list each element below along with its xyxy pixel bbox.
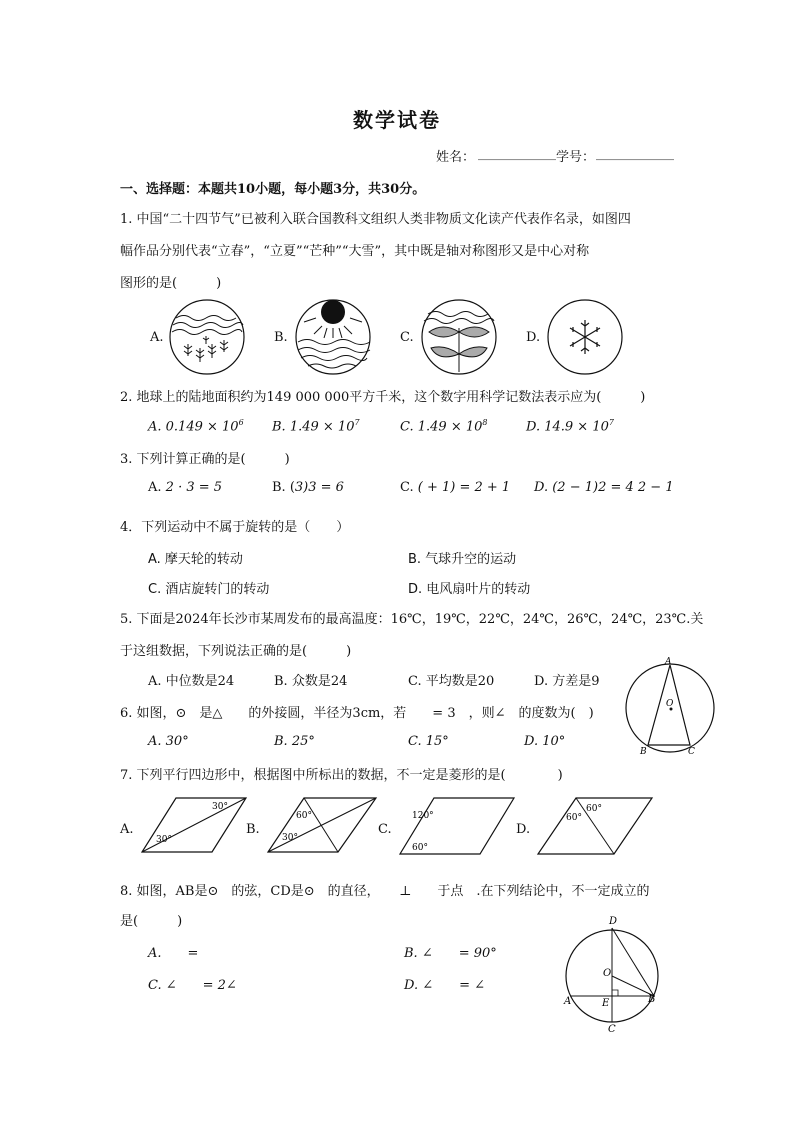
student-id-blank[interactable]: ____________ — [596, 146, 674, 161]
q7-a-angle2: 30° — [156, 835, 172, 845]
q4-option-b[interactable]: B. 气球升空的运动 — [408, 552, 517, 567]
q7-parallelogram-b — [266, 796, 378, 856]
q6-label-o: O — [666, 699, 674, 709]
q6-label-b: B — [640, 747, 647, 757]
q7-option-a[interactable]: A. — [120, 822, 134, 837]
q6-option-d[interactable]: D. 10° — [524, 734, 566, 749]
page-title: 数学试卷 — [353, 108, 441, 132]
q6-option-a[interactable]: A. 30° — [148, 734, 189, 749]
q5-option-c[interactable]: C. 平均数是20 — [408, 674, 495, 689]
q2-option-c[interactable]: C. $1.49 \times 10^8$ — [400, 418, 488, 435]
q1-option-a[interactable]: A. — [150, 330, 164, 345]
q7-b-angle2: 30° — [282, 833, 298, 843]
q7-c-angle1: 120° — [412, 811, 434, 821]
section-heading: 一、选择题：本题共10小题，每小题3分，共30分。 — [120, 182, 426, 197]
name-label: 姓名： — [436, 150, 476, 165]
q7-parallelogram-d — [536, 796, 654, 858]
q7-c-angle2: 60° — [412, 843, 428, 853]
q1-line3: 图形的是( ) — [120, 276, 222, 291]
q5-option-d[interactable]: D. 方差是9 — [534, 674, 600, 689]
q3-option-a[interactable]: A. 2 · 3 = 5 — [148, 480, 223, 495]
q7-d-angle1: 60° — [586, 804, 602, 814]
q8-label-d: D — [609, 916, 618, 927]
q8-option-d[interactable]: D. ∠ = ∠ — [404, 978, 486, 993]
q2-stem: 2. 地球上的陆地面积约为149 000 000平方千米，这个数字用科学记数法表示应为( ) — [120, 390, 646, 405]
q4-option-a[interactable]: A. 摩天轮的转动 — [148, 552, 243, 567]
q2-option-d[interactable]: D. $14.9 \times 10^7$ — [526, 418, 614, 435]
q6-stem: 6. 如图，⊙ 是△ 的外接圆，半径为3cm，若 = 3 ，则∠ 的度数为( ) — [120, 706, 594, 721]
q7-option-b[interactable]: B. — [246, 822, 260, 837]
q6-label-c: C — [688, 747, 695, 757]
q1-picture-d — [546, 298, 624, 376]
q8-label-b: B — [648, 994, 656, 1005]
q3-option-b[interactable]: B. (3)3 = 6 — [272, 480, 344, 495]
q7-stem: 7. 下列平行四边形中，根据图中所标出的数据，不一定是菱形的是( ) — [120, 768, 563, 783]
q3-option-d[interactable]: D. (2 − 1)2 = 4 2 − 1 — [534, 480, 674, 495]
q7-a-angle1: 30° — [212, 802, 228, 812]
q6-option-b[interactable]: B. 25° — [274, 734, 315, 749]
q4-stem: 4．下列运动中不属于旋转的是（ ） — [120, 520, 350, 535]
q8-option-c[interactable]: C. ∠ = 2∠ — [148, 978, 237, 993]
q8-line2: 是( ) — [120, 914, 183, 929]
q7-d-angle2: 60° — [566, 813, 582, 823]
q3-option-c[interactable]: C. ( + 1) = 2 + 1 — [400, 480, 511, 495]
q8-circle-diagram — [556, 914, 666, 1034]
q7-option-c[interactable]: C. — [378, 822, 392, 837]
q8-label-e: E — [602, 998, 610, 1009]
student-id-label: 学号： — [556, 150, 596, 165]
q1-picture-a — [168, 298, 246, 376]
q7-parallelogram-a — [140, 796, 250, 856]
q4-option-c[interactable]: C. 酒店旋转门的转动 — [148, 582, 270, 597]
q3-stem: 3. 下列计算正确的是( ) — [120, 452, 290, 467]
q1-option-b[interactable]: B. — [274, 330, 288, 345]
q7-b-angle1: 60° — [296, 811, 312, 821]
q1-option-c[interactable]: C. — [400, 330, 414, 345]
q1-option-d[interactable]: D. — [526, 330, 541, 345]
q2-option-a[interactable]: A. $0.149 \times 10^6$ — [148, 418, 244, 435]
q5-line2: 于这组数据，下列说法正确的是( ) — [120, 644, 352, 659]
q7-option-d[interactable]: D. — [516, 822, 531, 837]
q8-option-b[interactable]: B. ∠ = 90° — [404, 946, 497, 961]
q6-option-c[interactable]: C. 15° — [408, 734, 449, 749]
q5-option-a[interactable]: A. 中位数是24 — [148, 674, 235, 689]
q1-line2: 幅作品分别代表“立春”，“立夏”“芒种”“大雪”，其中既是轴对称图形又是中心对称 — [120, 244, 590, 259]
name-blank[interactable]: ____________ — [478, 146, 556, 161]
q1-picture-c — [420, 298, 498, 376]
q8-label-c: C — [608, 1024, 616, 1035]
q1-picture-b — [294, 298, 372, 376]
q8-line1: 8. 如图，AB是⊙ 的弦，CD是⊙ 的直径， ⊥ 于点 .在下列结论中，不一定成立的 — [120, 884, 650, 899]
q2-option-b[interactable]: B. $1.49 \times 10^7$ — [272, 418, 360, 435]
q4-option-d[interactable]: D. 电风扇叶片的转动 — [408, 582, 531, 597]
q8-option-a[interactable]: A. = — [148, 946, 199, 961]
q7-parallelogram-c — [398, 796, 516, 858]
q8-label-o: O — [603, 968, 612, 979]
q6-circle-diagram — [622, 657, 718, 758]
q6-label-a: A — [665, 657, 672, 667]
q5-line1: 5. 下面是2024年长沙市某周发布的最高温度：16℃，19℃，22℃，24℃，26℃，24℃，23℃.关 — [120, 612, 704, 627]
q8-label-a: A — [564, 996, 572, 1007]
q5-option-b[interactable]: B. 众数是24 — [274, 674, 348, 689]
q1-line1: 1. 中国“二十四节气”已被利入联合国教科文组织人类非物质文化读产代表作名录，如图四 — [120, 212, 631, 227]
